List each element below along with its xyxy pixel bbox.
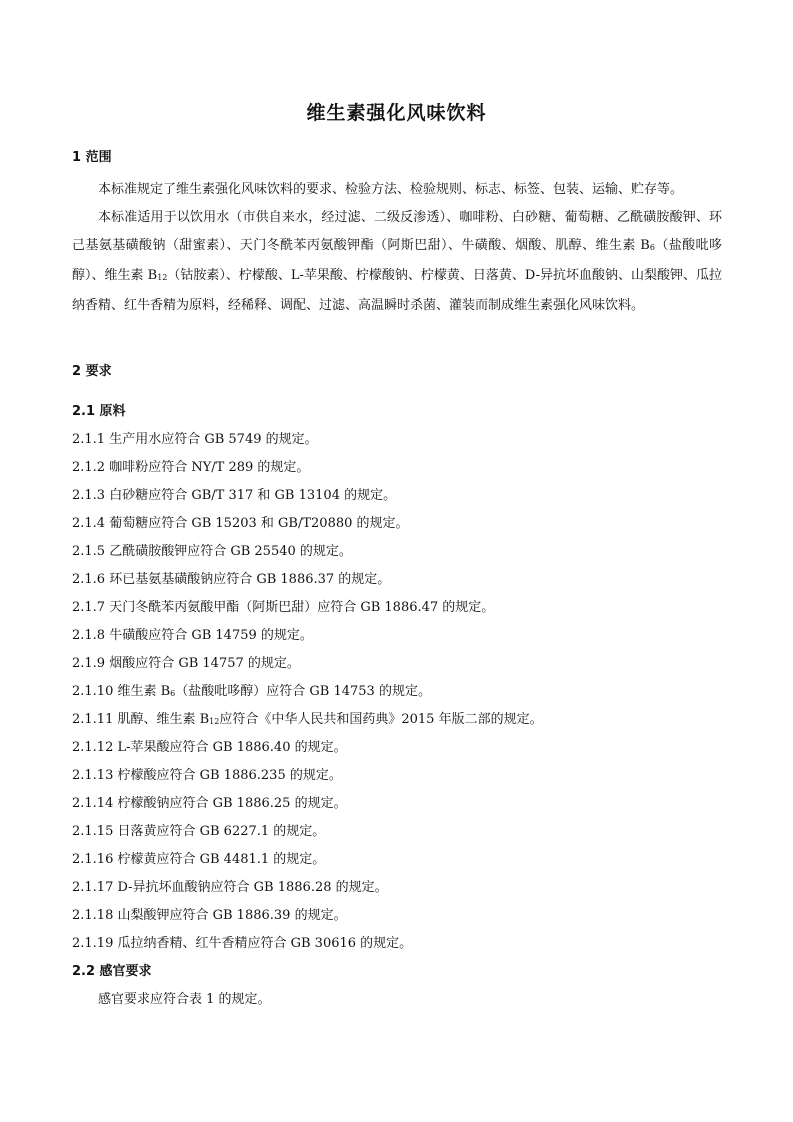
section-2-1-heading: 2.1 原料 [72,404,126,419]
sensory-requirement-text: 感官要求应符合表 1 的规定。 [98,992,271,1007]
list-item: 2.1.10 维生素 $B_6$（盐酸吡哆醇）应符合 GB 14753 的规定。 [72,684,431,699]
list-item: 2.1.14 柠檬酸钠应符合 GB 1886.25 的规定。 [72,796,347,811]
list-item: 2.1.1 生产用水应符合 GB 5749 的规定。 [72,432,318,447]
list-item: 2.1.17 D-异抗坏血酸钠应符合 GB 1886.28 的规定。 [72,880,388,895]
list-item: 2.1.5 乙酰磺胺酸钾应符合 GB 25540 的规定。 [72,544,352,559]
list-item: 2.1.18 山梨酸钾应符合 GB 1886.39 的规定。 [72,908,347,923]
scope-paragraph-2: 本标准适用于以饮用水（市供自来水，经过滤、二级反渗透）、咖啡粉、白砂糖、葡萄糖、乙酰磺胺酸钾、环己基氨基磺酸钠（甜蜜素）、天门冬酰苯丙氨酸钾酯（阿斯巴甜）、牛磺酸、烟酸、肌醇、维生素 $B_6$（盐酸吡哆醇）、维生素 $B_{12}$（钴胺素）、柠檬酸、L-苹果酸、柠檬酸钠、柠檬黄、日落黄、D-异抗坏血酸钠、山梨酸钾、瓜拉纳香精、红牛香精为原料，经稀释、调配、过滤、高温瞬时杀菌、灌装而制成维生素强化风味饮料。 [72,210,723,313]
list-item: 2.1.8 牛磺酸应符合 GB 14759 的规定。 [72,628,313,643]
list-item: 2.1.19 瓜拉纳香精、红牛香精应符合 GB 30616 的规定。 [72,936,413,951]
list-item: 2.1.2 咖啡粉应符合 NY/T 289 的规定。 [72,460,310,475]
list-item: 2.1.3 白砂糖应符合 GB/T 317 和 GB 13104 的规定。 [72,488,397,503]
list-item: 2.1.4 葡萄糖应符合 GB 15203 和 GB/T20880 的规定。 [72,516,409,531]
list-item: 2.1.15 日落黄应符合 GB 6227.1 的规定。 [72,824,326,839]
section-2-heading: 2 要求 [72,364,112,379]
section-2-2-heading: 2.2 感官要求 [72,964,152,979]
list-item: 2.1.13 柠檬酸应符合 GB 1886.235 的规定。 [72,768,342,783]
list-item: 2.1.16 柠檬黄应符合 GB 4481.1 的规定。 [72,852,326,867]
section-1-heading: 1 范围 [72,150,112,165]
list-item: 2.1.7 天门冬酰苯丙氨酸甲酯（阿斯巴甜）应符合 GB 1886.47 的规定。 [72,600,495,615]
list-item: 2.1.12 L-苹果酸应符合 GB 1886.40 的规定。 [72,740,347,755]
list-item: 2.1.11 肌醇、维生素 $B_{12}$应符合《中华人民共和国药典》2015 年版二部的规定。 [72,712,543,727]
doc-title: 维生素强化风味饮料 [306,102,487,124]
list-item: 2.1.6 环已基氨基磺酸钠应符合 GB 1886.37 的规定。 [72,572,391,587]
list-item: 2.1.9 烟酸应符合 GB 14757 的规定。 [72,656,300,671]
scope-paragraph-1: 本标准规定了维生素强化风味饮料的要求、检验方法、检验规则、标志、标签、包装、运输、贮存等。 [98,182,684,197]
